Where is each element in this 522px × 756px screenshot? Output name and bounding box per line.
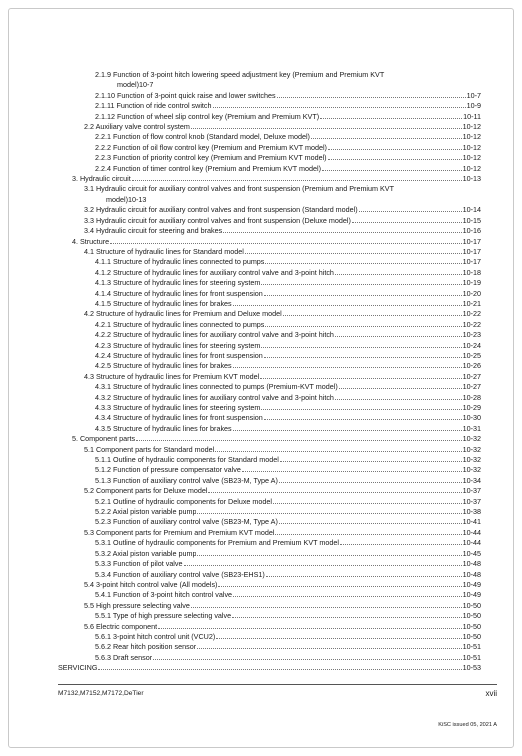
dot-leader — [265, 257, 461, 264]
dot-leader — [335, 268, 462, 275]
dot-leader — [261, 278, 461, 285]
dot-leader — [232, 611, 461, 618]
dot-leader — [359, 205, 462, 212]
toc-entry-page: 10-51 — [462, 642, 481, 652]
toc-entry[interactable] — [58, 70, 481, 91]
dot-leader — [352, 216, 462, 223]
toc-entry-label: 5.6.2 Rear hitch position sensor — [95, 642, 197, 652]
toc-entry[interactable] — [58, 153, 481, 163]
dot-leader — [264, 351, 462, 358]
dot-leader — [153, 653, 461, 660]
dot-leader — [245, 247, 462, 254]
toc-entry-label: 4.1.5 Structure of hydraulic lines for brakes — [95, 298, 232, 308]
dot-leader — [197, 507, 461, 514]
toc-entry-label: 2.1.9 Function of 3-point hitch lowering speed adjustment key (Premium and Premium KVT — [95, 70, 385, 79]
toc-entry[interactable] — [58, 476, 481, 486]
toc-entry-page: 10-17 — [462, 236, 481, 246]
toc-entry-label: 5.4.1 Function of 3-point hitch control valve — [95, 590, 233, 600]
toc-entry[interactable] — [58, 226, 481, 236]
toc-entry-page: 10-45 — [462, 548, 481, 558]
dot-leader — [216, 632, 461, 639]
dot-leader — [98, 663, 461, 670]
toc-entry-page: 10-50 — [462, 611, 481, 621]
toc-entry-page: 10-13 — [462, 174, 481, 184]
toc-entry-page: 10-53 — [462, 663, 481, 673]
dot-leader — [261, 403, 461, 410]
dot-leader — [340, 538, 462, 545]
dot-leader — [264, 289, 462, 296]
toc-entry-label: 3.2 Hydraulic circuit for auxiliary control valves and front suspension (Standard model) — [84, 205, 358, 215]
toc-entry[interactable] — [58, 434, 481, 444]
toc-entry-label: 5.2 Component parts for Deluxe model — [84, 486, 208, 496]
toc-entry[interactable] — [58, 361, 481, 371]
toc-entry[interactable] — [58, 101, 481, 111]
toc-entry-label: 5.3.4 Function of auxiliary control valve (SB23-EHS1) — [95, 569, 265, 579]
toc-entry-page: 10-7 — [466, 90, 481, 100]
dot-leader — [242, 465, 462, 472]
dot-leader — [132, 174, 462, 181]
toc-entry-label: 4.1 Structure of hydraulic lines for Standard model — [84, 246, 244, 256]
toc-entry-label: 4.3.1 Structure of hydraulic lines connected to pumps (Premium-KVT model) — [95, 382, 338, 392]
dot-leader — [110, 237, 461, 244]
toc-entry-page: 10-15 — [462, 215, 481, 225]
toc-entry[interactable] — [58, 528, 481, 538]
toc-entry[interactable] — [58, 413, 481, 423]
toc-entry-label: 4.2.3 Structure of hydraulic lines for steering system — [95, 340, 261, 350]
toc-entry-label: 2.1.10 Function of 3-point quick raise and lower switches — [95, 90, 276, 100]
toc-entry-page: 10-22 — [462, 319, 481, 329]
toc-entry[interactable] — [58, 559, 481, 569]
toc-entry[interactable] — [58, 289, 481, 299]
dot-leader — [279, 517, 462, 524]
toc-entry[interactable] — [58, 549, 481, 559]
toc-entry-label: 5.3 Component parts for Premium and Premium KVT model — [84, 527, 275, 537]
toc-entry-label-continuation: model) — [106, 194, 128, 204]
toc-entry[interactable] — [58, 184, 481, 205]
toc-entry-page: 10-49 — [462, 579, 481, 589]
toc-entry-label: 3.3 Hydraulic circuit for auxiliary control valves and front suspension (Deluxe model) — [84, 215, 351, 225]
toc-entry-page: 10-12 — [462, 142, 481, 152]
toc-entry-label: 4.3.4 Structure of hydraulic lines for front suspension — [95, 413, 263, 423]
toc-entry[interactable] — [58, 424, 481, 434]
toc-entry-label: 2.2.1 Function of flow control knob (Standard model, Deluxe model) — [95, 132, 310, 142]
toc-entry-page: 10-16 — [462, 226, 481, 236]
toc-entry-page: 10-44 — [462, 527, 481, 537]
toc-entry-label: 5.6.3 Draft sensor — [95, 652, 153, 662]
dot-leader — [279, 476, 462, 483]
toc-entry-label: 5.2.1 Outline of hydraulic components for Deluxe model — [95, 496, 272, 506]
toc-entry[interactable] — [58, 622, 481, 632]
toc-entry-page: 10-32 — [462, 465, 481, 475]
toc-entry-label: SERVICING — [58, 663, 98, 673]
toc-entry-page: 10-7 — [138, 80, 154, 90]
dot-leader — [266, 570, 462, 577]
toc-entry-page: 10-12 — [462, 122, 481, 132]
toc-entry-page: 10-26 — [462, 361, 481, 371]
footer-models: M7132,M7152,M7172,DeTier — [58, 690, 144, 697]
toc-entry-label: 4.1.4 Structure of hydraulic lines for front suspension — [95, 288, 263, 298]
toc-entry-label: 4.3.5 Structure of hydraulic lines for brakes — [95, 423, 232, 433]
toc-entry[interactable] — [58, 445, 481, 455]
toc-entry[interactable] — [58, 268, 481, 278]
toc-entry-label: 4.1.2 Structure of hydraulic lines for auxiliary control valve and 3-point hitch — [95, 267, 334, 277]
dot-leader — [158, 622, 461, 629]
dot-leader — [213, 101, 466, 108]
toc-entry[interactable] — [58, 330, 481, 340]
dot-leader — [275, 528, 461, 535]
dot-leader — [233, 424, 462, 431]
toc-entry[interactable] — [58, 341, 481, 351]
dot-leader — [191, 122, 462, 129]
toc-entry-label: 5.1.2 Function of pressure compensator valve — [95, 465, 241, 475]
toc-entry-page: 10-50 — [462, 600, 481, 610]
toc-entry[interactable] — [58, 278, 481, 288]
dot-leader — [328, 153, 462, 160]
toc-entry-label: 3. Hydraulic circuit — [72, 174, 131, 184]
toc-entry-page: 10-29 — [462, 403, 481, 412]
dot-leader — [320, 112, 462, 119]
toc-entry[interactable] — [58, 320, 481, 330]
toc-entry-label: 4.2 Structure of hydraulic lines for Premium and Deluxe model — [84, 309, 282, 319]
toc-entry[interactable] — [58, 538, 481, 548]
toc-entry[interactable] — [58, 632, 481, 642]
toc-entry[interactable] — [58, 570, 481, 580]
toc-entry[interactable] — [58, 237, 481, 247]
toc-entry-label: 5.3.1 Outline of hydraulic components for Premium and Premium KVT model — [95, 538, 339, 548]
dot-leader — [283, 309, 462, 316]
toc-entry-page: 10-23 — [462, 330, 481, 340]
toc-entry-page: 10-32 — [462, 455, 481, 465]
toc-entry[interactable] — [58, 507, 481, 517]
toc-entry-page: 10-24 — [462, 340, 481, 350]
toc-entry-label-continuation: model) — [117, 80, 139, 90]
toc-entry[interactable] — [58, 601, 481, 611]
toc-entry[interactable] — [58, 382, 481, 392]
toc-entry[interactable] — [58, 653, 481, 663]
toc-entry-page: 10-17 — [462, 257, 481, 267]
dot-leader — [277, 91, 466, 98]
issued-note: KiSC issued 05, 2021 A — [438, 722, 497, 728]
dot-leader — [208, 486, 461, 493]
dot-leader — [322, 164, 462, 171]
toc-entry[interactable] — [58, 257, 481, 267]
toc-entry-page: 10-48 — [462, 559, 481, 569]
toc-entry-page: 10-49 — [462, 590, 481, 600]
toc-entry-label: 5.2.3 Function of auxiliary control valve (SB23-M, Type A) — [95, 517, 278, 527]
dot-leader — [328, 143, 462, 150]
toc-entry-page: 10-12 — [462, 132, 481, 142]
toc-entry-page: 10-38 — [462, 507, 481, 517]
toc-entry[interactable] — [58, 486, 481, 496]
toc-entry[interactable] — [58, 122, 481, 132]
toc-entry[interactable] — [58, 351, 481, 361]
toc-entry-page: 10-25 — [462, 350, 481, 360]
toc-entry-label: 2.2.2 Function of oil flow control key (Premium and Premium KVT model) — [95, 142, 327, 152]
dot-leader — [233, 590, 462, 597]
toc-entry[interactable] — [58, 663, 481, 673]
toc-entry[interactable] — [58, 642, 481, 652]
toc-entry-page: 10-50 — [462, 631, 481, 641]
toc-entry-page: 10-12 — [462, 163, 481, 173]
toc-entry[interactable] — [58, 205, 481, 215]
footer-page-number: xvii — [485, 689, 497, 698]
toc-entry-page: 10-21 — [462, 298, 481, 308]
footer-divider — [58, 684, 497, 685]
toc-entry-label: 4. Structure — [72, 236, 110, 246]
toc-entry[interactable] — [58, 393, 481, 403]
toc-entry[interactable] — [58, 309, 481, 319]
toc-entry[interactable] — [58, 216, 481, 226]
dot-leader — [197, 549, 461, 556]
dot-leader — [197, 642, 462, 649]
toc-entry-page: 10-32 — [462, 434, 481, 444]
toc-entry-label: 4.2.1 Structure of hydraulic lines connected to pumps — [95, 319, 265, 329]
dot-leader — [339, 382, 462, 389]
dot-leader — [223, 226, 461, 233]
toc-entry-label: 5.4 3-point hitch control valve (All models) — [84, 579, 218, 589]
dot-leader — [311, 132, 462, 139]
toc-entry-page: 10-27 — [462, 371, 481, 381]
toc-entry-page: 10-22 — [462, 309, 481, 319]
toc-entry[interactable] — [58, 497, 481, 507]
toc-entry-label: 5.5 High pressure selecting valve — [84, 600, 190, 610]
toc-entry[interactable] — [58, 517, 481, 527]
dot-leader — [136, 434, 461, 441]
dot-leader — [264, 413, 462, 420]
toc-entry[interactable] — [58, 372, 481, 382]
toc-entry-page: 10-32 — [462, 444, 481, 454]
toc-entry-page: 10-31 — [462, 423, 481, 433]
toc-entry-page: 10-18 — [462, 267, 481, 277]
toc-entry-label: 5.6 Electric component — [84, 621, 158, 631]
toc-entry-label: 4.1.3 Structure of hydraulic lines for steering system — [95, 278, 261, 288]
toc-entry[interactable] — [58, 112, 481, 122]
toc-entry-label: 4.2.2 Structure of hydraulic lines for auxiliary control valve and 3-point hitch — [95, 330, 334, 340]
toc-entry-label: 5.1.1 Outline of hydraulic components for Standard model — [95, 455, 279, 465]
toc-entry-page: 10-37 — [462, 496, 481, 506]
toc-entry[interactable] — [58, 590, 481, 600]
toc-entry-page: 10-17 — [462, 246, 481, 256]
toc-entry-label: 5. Component parts — [72, 434, 136, 444]
toc-entry-label: 2.1.11 Function of ride control switch — [95, 101, 212, 111]
toc-entry-page: 10-41 — [462, 517, 481, 527]
toc-entry-label: 2.2 Auxiliary valve control system — [84, 122, 190, 132]
toc-entry-page: 10-30 — [462, 413, 481, 423]
toc-entry[interactable] — [58, 611, 481, 621]
dot-leader — [261, 341, 461, 348]
dot-leader — [260, 372, 461, 379]
toc-entry-page: 10-50 — [462, 621, 481, 631]
dot-leader — [215, 445, 461, 452]
toc-entry-page: 10-28 — [462, 392, 481, 402]
toc-entry-page: 10-37 — [462, 486, 481, 496]
dot-leader — [233, 299, 462, 306]
dot-leader — [335, 393, 462, 400]
toc-entry-label: 2.1.12 Function of wheel slip control key (Premium and Premium KVT) — [95, 111, 320, 121]
toc-entry-label: 4.2.5 Structure of hydraulic lines for brakes — [95, 361, 232, 371]
toc-entry[interactable] — [58, 580, 481, 590]
toc-entry-label: 3.4 Hydraulic circuit for steering and brakes — [84, 226, 223, 236]
toc-entry-label: 5.3.3 Function of pilot valve — [95, 559, 183, 569]
dot-leader — [233, 361, 462, 368]
toc-entry-label: 4.1.1 Structure of hydraulic lines connected to pumps — [95, 257, 265, 267]
dot-leader — [335, 330, 462, 337]
table-of-contents — [58, 70, 481, 674]
toc-entry-label: 5.5.1 Type of high pressure selecting valve — [95, 611, 232, 621]
toc-entry-page: 10-9 — [466, 101, 481, 111]
toc-entry[interactable] — [58, 455, 481, 465]
toc-entry[interactable] — [58, 403, 481, 413]
dot-leader — [273, 497, 462, 504]
toc-entry-page: 10-20 — [462, 288, 481, 298]
toc-entry-page: 10-13 — [127, 194, 147, 204]
toc-entry-label: 5.1.3 Function of auxiliary control valve (SB23-M, Type A) — [95, 475, 278, 485]
toc-entry-label: 4.2.4 Structure of hydraulic lines for front suspension — [95, 350, 263, 360]
toc-entry-label: 5.2.2 Axial piston variable pump — [95, 507, 197, 517]
toc-entry-page: 10-27 — [462, 382, 481, 392]
toc-entry[interactable] — [58, 164, 481, 174]
toc-entry-page: 10-34 — [462, 475, 481, 485]
dot-leader — [184, 559, 462, 566]
dot-leader — [265, 320, 461, 327]
toc-entry-page: 10-14 — [462, 205, 481, 215]
toc-entry[interactable] — [58, 299, 481, 309]
toc-entry-label: 5.3.2 Axial piston variable pump — [95, 548, 197, 558]
dot-leader — [218, 580, 461, 587]
toc-entry[interactable] — [58, 174, 481, 184]
toc-entry-label: 4.3 Structure of hydraulic lines for Premium KVT model — [84, 371, 260, 381]
toc-entry-label: 4.3.2 Structure of hydraulic lines for auxiliary control valve and 3-point hitch — [95, 392, 334, 402]
toc-entry-label: 4.3.3 Structure of hydraulic lines for steering system — [95, 403, 261, 412]
toc-entry-page: 10-51 — [462, 652, 481, 662]
toc-entry-label: 2.2.3 Function of priority control key (Premium and Premium KVT model) — [95, 153, 327, 163]
dot-leader — [280, 455, 462, 462]
toc-entry[interactable] — [58, 132, 481, 142]
toc-entry-page: 10-11 — [463, 111, 481, 121]
toc-entry-label: 5.1 Component parts for Standard model — [84, 444, 215, 454]
toc-entry[interactable] — [58, 143, 481, 153]
dot-leader — [191, 601, 462, 608]
toc-entry-page: 10-12 — [462, 153, 481, 163]
toc-entry-page: 10-44 — [462, 538, 481, 548]
toc-entry[interactable] — [58, 465, 481, 475]
toc-entry-label: 5.6.1 3-point hitch control unit (VCU2) — [95, 631, 216, 641]
toc-entry[interactable] — [58, 247, 481, 257]
toc-entry-label: 3.1 Hydraulic circuit for auxiliary control valves and front suspension (Premium and Premium KVT — [84, 184, 394, 194]
toc-entry[interactable] — [58, 91, 481, 101]
toc-entry-label: 2.2.4 Function of timer control key (Premium and Premium KVT model) — [95, 163, 321, 173]
toc-entry-page: 10-19 — [462, 278, 481, 288]
toc-entry-page: 10-48 — [462, 569, 481, 579]
